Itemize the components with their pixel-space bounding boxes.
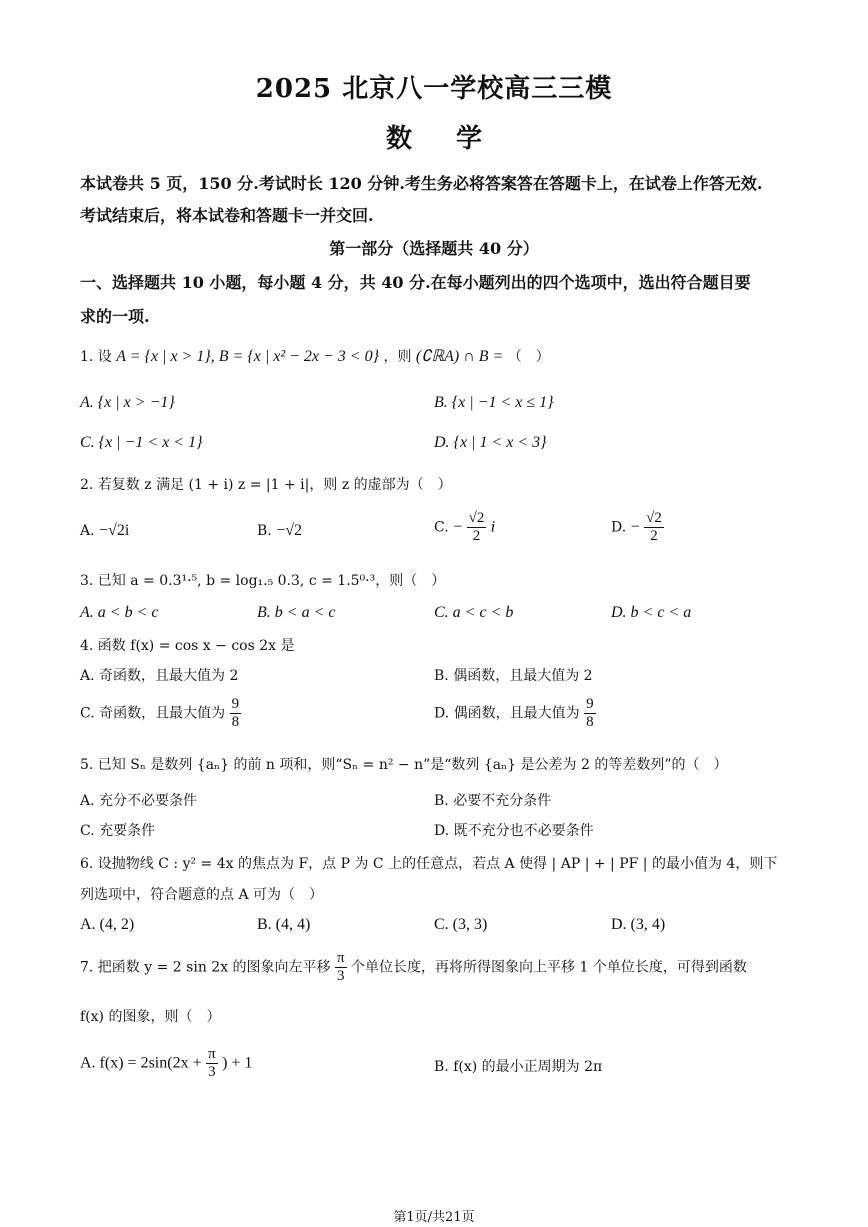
q4-option-b[interactable]: B. 偶函数，且最大值为 2	[434, 668, 593, 684]
q4-option-d[interactable]	[434, 696, 596, 731]
q3-option-d-text: D. b < c < a	[611, 604, 692, 621]
q2-c-numerator: √2	[468, 510, 485, 526]
question-7-stem-line-1	[80, 950, 747, 985]
q2-option-c-label: C.	[434, 519, 449, 536]
page-footer: 第1页/共21页	[393, 1210, 475, 1225]
q5-option-a[interactable]: A. 充分不必要条件	[80, 793, 198, 809]
question-4-stem: 4. 函数 f(x) = cos x − cos 2x 是	[80, 638, 295, 654]
q1-blank: （ ）	[507, 349, 550, 365]
q1-option-d-text: D. {x | 1 < x < 3}	[434, 434, 547, 451]
q7-option-a[interactable]	[80, 1046, 252, 1081]
question-5-stem: 5. 已知 Sₙ 是数列 {aₙ} 的前 n 项和，则“Sₙ = n² − n”是“数列 {aₙ} 是公差为 2 的等差数列”的（ ）	[80, 757, 728, 773]
q1-prefix: 1. 设	[80, 349, 112, 365]
q2-option-a-text: −√2i	[99, 522, 130, 539]
question-2-stem: 2. 若复数 z 满足 (1 + i) z = |1 + i|，则 z 的虚部为（ ）	[80, 477, 452, 493]
q3-option-a-text: A. a < b < c	[80, 604, 159, 621]
q5-option-c[interactable]: C. 充要条件	[80, 823, 156, 839]
part-heading: 第一部分（选择题共 40 分）	[329, 239, 539, 258]
q7-option-a-pre: A. f(x) = 2sin(2x +	[80, 1054, 202, 1072]
q7-line1-a: 7. 把函数 y = 2 sin 2x 的图象向左平移	[80, 959, 331, 976]
question-6-stem-line-2: 列选项中，符合题意的点 A 可为（ ）	[80, 887, 324, 903]
q6-option-a-text: A. (4, 2)	[80, 916, 135, 933]
q2-d-numerator: √2	[646, 510, 662, 526]
q3-option-c-text: C. a < c < b	[434, 604, 514, 621]
q5-option-d[interactable]: D. 既不充分也不必要条件	[434, 823, 594, 839]
q7-shift-fraction	[335, 950, 347, 985]
question-3-stem: 3. 已知 a = 0.3¹·⁵, b = log₁.₅ 0.3, c = 1.5⁰·³，则（ ）	[80, 573, 446, 589]
q4-option-c[interactable]	[80, 696, 241, 731]
q4-d-numerator: 9	[586, 696, 594, 712]
exam-title: 2025 北京八一学校高三三模	[255, 74, 613, 104]
section-heading-line-2: 求的一项.	[80, 307, 150, 326]
subject-title	[0, 118, 868, 155]
q6-option-d-text: D. (3, 4)	[611, 916, 666, 933]
q2-option-a-label: A.	[80, 523, 95, 539]
q3-option-d[interactable]	[611, 604, 691, 622]
q2-option-b[interactable]	[257, 522, 302, 540]
q1-option-c[interactable]	[80, 434, 202, 452]
q6-option-b[interactable]	[257, 916, 310, 934]
q4-option-d-fraction	[584, 696, 596, 731]
q2-option-a[interactable]	[80, 522, 129, 540]
q2-option-d[interactable]	[611, 510, 664, 545]
q2-option-c-fraction	[467, 510, 487, 545]
q2-option-c-sign: −	[453, 518, 463, 536]
q4-d-denominator: 8	[586, 714, 594, 730]
q1-sets: A = {x | x > 1}, B = {x | x² − 2x − 3 < 0}	[116, 348, 379, 365]
q2-option-d-fraction	[644, 510, 664, 545]
q1-expr: (∁ℝA) ∩ B =	[415, 348, 504, 365]
q4-option-a[interactable]: A. 奇函数，且最大值为 2	[80, 668, 239, 684]
q6-option-a[interactable]	[80, 916, 134, 934]
q1-option-d[interactable]	[434, 434, 547, 452]
q7-denominator: 3	[337, 968, 345, 984]
q2-option-d-sign: −	[630, 518, 640, 536]
q4-c-numerator: 9	[231, 696, 240, 712]
q2-option-c-tail: i	[490, 518, 496, 536]
q2-d-denominator: 2	[650, 528, 658, 544]
q7-option-a-post: ) + 1	[222, 1054, 253, 1072]
q4-option-c-text: C. 奇函数，且最大值为	[80, 705, 226, 722]
question-7-stem-line-2: f(x) 的图象，则（ ）	[80, 1009, 221, 1025]
q6-option-d[interactable]	[611, 916, 665, 934]
q7-option-b[interactable]: B. f(x) 的最小正周期为 2π	[434, 1059, 603, 1075]
q3-option-c[interactable]	[434, 604, 513, 622]
intro-line-1: 本试卷共 5 页，150 分.考试时长 120 分钟.考生务必将答案答在答题卡上，在试卷上作答无效.	[80, 174, 763, 193]
q7-numerator: π	[337, 950, 345, 966]
q5-option-b[interactable]: B. 必要不充分条件	[434, 793, 552, 809]
q7-option-a-fraction	[206, 1046, 218, 1081]
q6-option-b-text: B. (4, 4)	[257, 916, 311, 933]
q2-option-c[interactable]	[434, 510, 495, 545]
q2-option-b-label: B.	[257, 523, 272, 539]
q2-option-d-label: D.	[611, 519, 627, 536]
q1-mid: ，则	[383, 349, 412, 365]
q1-option-b-text: B. {x | −1 < x ≤ 1}	[434, 394, 554, 411]
question-6-stem-line-1: 6. 设抛物线 C : y² = 4x 的焦点为 F，点 P 为 C 上的任意点，若点 A 使得 | AP | + | PF | 的最小值为 4，则下	[80, 856, 778, 872]
intro-line-2: 考试结束后，将本试卷和答题卡一并交回.	[80, 206, 374, 225]
q3-option-b[interactable]	[257, 604, 335, 622]
q6-option-c-text: C. (3, 3)	[434, 916, 488, 933]
q4-c-denominator: 8	[231, 714, 240, 730]
q2-c-denominator: 2	[472, 528, 481, 544]
section-heading-line-1: 一、选择题共 10 小题，每小题 4 分，共 40 分.在每小题列出的四个选项中，选出符合题目要	[80, 273, 751, 292]
q3-option-b-text: B. b < a < c	[257, 604, 336, 621]
q7-line1-b: 个单位长度，再将所得图象向上平移 1 个单位长度，可得到函数	[351, 959, 747, 976]
q4-option-d-text: D. 偶函数，且最大值为	[434, 705, 580, 722]
q1-option-a-text: A. {x | x > −1}	[80, 394, 175, 411]
question-1-stem	[80, 346, 550, 366]
q1-option-b[interactable]	[434, 394, 554, 412]
q6-option-c[interactable]	[434, 916, 487, 934]
q7-a-denominator: 3	[208, 1064, 216, 1080]
q7-a-numerator: π	[208, 1046, 216, 1062]
q1-option-a[interactable]	[80, 394, 175, 412]
q2-option-b-text: −√2	[276, 522, 303, 539]
q1-option-c-text: C. {x | −1 < x < 1}	[80, 434, 203, 451]
q3-option-a[interactable]	[80, 604, 158, 622]
subject-text: 数学	[385, 124, 526, 154]
q4-option-c-fraction	[230, 696, 242, 731]
